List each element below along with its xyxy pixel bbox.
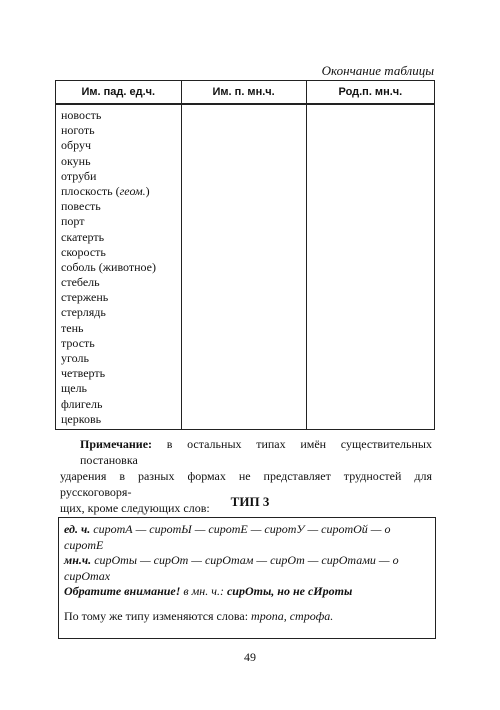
word-list-cell [56, 104, 182, 429]
word-base: стержень [61, 290, 109, 305]
same-type-words: тропа, строфа. [251, 608, 334, 623]
word-item [56, 321, 181, 336]
word-item [56, 169, 181, 184]
note-line3: щих, кроме следующих слов: [60, 501, 210, 515]
header-gen-pl: Род.п. мн.ч. [306, 81, 434, 105]
word-item [56, 351, 181, 366]
plural-label: мн.ч. [64, 553, 92, 567]
word-item [56, 123, 181, 138]
word-item [56, 275, 181, 290]
plural-forms: сирОты — сирОт — сирОтам — сирОт — сирОтами — о [91, 553, 399, 567]
type-rule-box [58, 517, 436, 639]
type-heading: ТИП 3 [230, 494, 270, 509]
word-note: геом. [119, 183, 146, 198]
word-base: четверть [61, 366, 106, 381]
word-item [56, 336, 181, 351]
table-continuation-caption: Окончание таблицы [321, 63, 434, 78]
word-item [56, 412, 181, 427]
word-item [56, 260, 181, 275]
note-line2: ударения в разных формах не представляет трудностей для русскоговоря- [60, 469, 432, 499]
word-item [56, 290, 181, 305]
word-base: стерлядь [61, 305, 106, 320]
word-item [56, 305, 181, 320]
word-tail: ) [145, 183, 150, 198]
gen-pl-empty-cell [306, 104, 434, 429]
word-base: соболь (животное) [61, 259, 157, 274]
word-base: обруч [61, 138, 91, 153]
word-base: щель [61, 381, 88, 396]
word-base: флигель [61, 396, 103, 411]
word-base: повесть [61, 199, 101, 214]
note-label: Примечание: [80, 437, 153, 451]
word-item [56, 154, 181, 169]
word-list [56, 105, 181, 429]
attention-label: Обратите внимание! [64, 584, 181, 598]
word-base: окунь [61, 153, 91, 168]
word-item [56, 108, 181, 123]
nom-pl-empty-cell [181, 104, 306, 429]
word-base: тень [61, 320, 84, 335]
word-item [56, 214, 181, 229]
word-base: отруби [61, 168, 97, 183]
attention-text2: сирОты, но не сИроты [226, 584, 353, 598]
word-base: трость [61, 335, 95, 350]
word-base: ноготь [61, 123, 95, 138]
page-number: 49 [244, 650, 256, 664]
singular-forms-cont: сиротЕ [64, 537, 104, 552]
word-item [56, 230, 181, 245]
word-base: стебель [61, 275, 100, 290]
word-item [56, 199, 181, 214]
word-base: новость [61, 108, 102, 122]
note-line1: в остальных типах имён существительных постановка [80, 437, 432, 467]
word-item [56, 138, 181, 153]
word-base: порт [61, 214, 85, 229]
header-nom-pl: Им. п. мн.ч. [181, 81, 306, 105]
word-base: церковь [61, 411, 102, 426]
table-header-row [56, 81, 435, 105]
header-nom-sg: Им. пад. ед.ч. [56, 81, 182, 105]
word-base: плоскость ( [61, 183, 120, 198]
same-type-text: По тому же типу изменяются слова: [64, 608, 252, 623]
word-item [56, 184, 181, 199]
word-item [56, 397, 181, 412]
attention-text1: в мн. ч.: [180, 584, 227, 598]
table-row [56, 104, 435, 429]
word-base: уголь [61, 351, 89, 365]
word-base: скатерть [61, 229, 105, 244]
singular-label: ед. ч. [64, 522, 91, 536]
declension-table [55, 80, 435, 430]
plural-forms-cont: сирОтах [64, 568, 111, 583]
word-item [56, 381, 181, 396]
word-item [56, 366, 181, 381]
word-item [56, 245, 181, 260]
word-base: скорость [61, 244, 106, 259]
singular-forms: сиротА — сиротЫ — сиротЕ — сиротУ — сиротОй — о [90, 522, 391, 536]
